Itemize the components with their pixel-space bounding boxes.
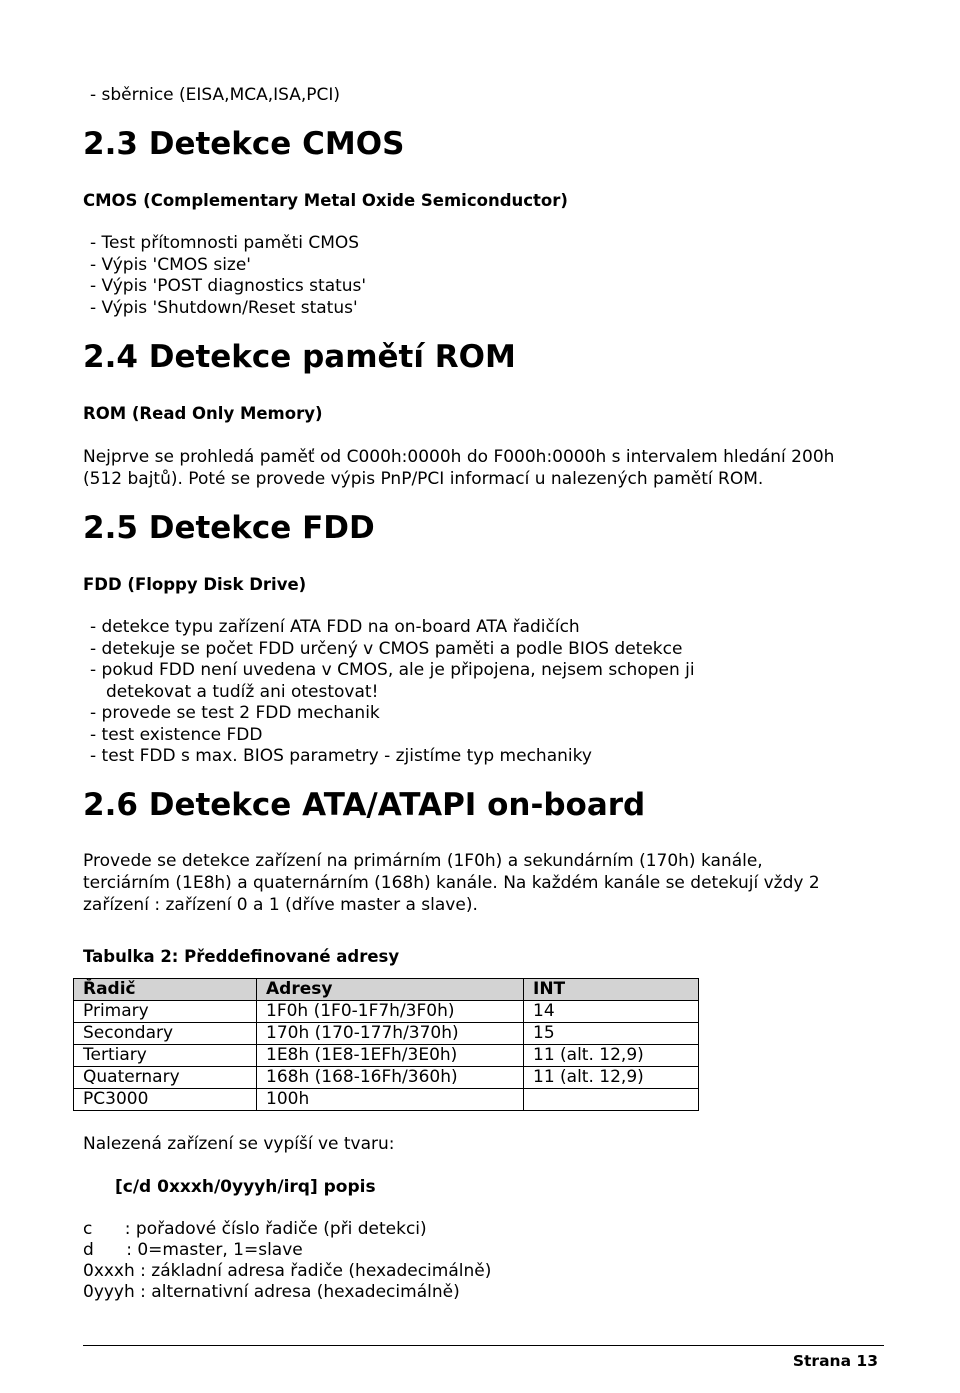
list-item: - detekce typu zařízení ATA FDD na on-board ATA řadičích [90, 617, 580, 637]
list-item: - Výpis 'Shutdown/Reset status' [90, 297, 358, 318]
table-row [74, 1001, 699, 1023]
table-row [74, 1023, 699, 1045]
format-string: [c/d 0xxxh/0yyyh/irq] popis [115, 1177, 376, 1197]
table-cell: 11 (alt. 12,9) [524, 1067, 699, 1089]
table-cell: Primary [74, 1001, 257, 1023]
table-cell: Tertiary [74, 1045, 257, 1067]
list-item: - Výpis 'CMOS size' [90, 254, 251, 275]
footer-rule [83, 1345, 884, 1346]
address-table [73, 978, 699, 1111]
table-cell: 11 (alt. 12,9) [524, 1045, 699, 1067]
heading-cmos: 2.3 Detekce CMOS [83, 126, 405, 162]
format-intro: Nalezená zařízení se vypíší ve tvaru: [83, 1134, 395, 1154]
list-item: - detekuje se počet FDD určený v CMOS paměti a podle BIOS detekce [90, 638, 683, 659]
table-row [74, 1067, 699, 1089]
list-item: - Výpis 'POST diagnostics status' [90, 276, 367, 296]
page-number: Strana 13 [792, 1352, 878, 1370]
table-cell: 15 [524, 1023, 699, 1045]
table-cell: Quaternary [74, 1067, 257, 1089]
table-caption: Tabulka 2: Předdefinované adresy [83, 947, 400, 966]
rom-paragraph-line-2: (512 bajtů). Poté se provede výpis PnP/PCI informací u nalezených pamětí ROM. [83, 469, 764, 489]
table-cell: Secondary [74, 1023, 257, 1045]
list-item-continuation: detekovat a tudíž ani otestovat! [106, 681, 379, 702]
format-legend [83, 1219, 491, 1303]
heading-fdd: 2.5 Detekce FDD [83, 510, 375, 546]
legend-item: d : 0=master, 1=slave [83, 1240, 303, 1260]
table-cell: 100h [257, 1089, 524, 1111]
fdd-list [90, 617, 695, 768]
column-header-controller: Řadič [74, 979, 257, 1001]
list-item: - test existence FDD [90, 724, 263, 745]
column-header-addresses: Adresy [257, 979, 524, 1001]
list-item: - Test přítomnosti paměti CMOS [90, 233, 360, 253]
table-row [74, 1089, 699, 1111]
table-header-row [74, 979, 699, 1001]
rom-paragraph-line-1: Nejprve se prohledá paměť od C000h:0000h do F000h:0000h s intervalem hledání 200h [83, 447, 835, 467]
legend-item: 0yyyh : alternativní adresa (hexadecimálně) [83, 1282, 460, 1302]
cmos-list [90, 233, 366, 319]
ata-paragraph-line-1: Provede se detekce zařízení na primárním (1F0h) a sekundárním (170h) kanále, [83, 851, 763, 871]
heading-ata: 2.6 Detekce ATA/ATAPI on-board [83, 787, 646, 823]
subheading-cmos: CMOS (Complementary Metal Oxide Semiconductor) [83, 191, 568, 210]
table-cell: 1F0h (1F0-1F7h/3F0h) [257, 1001, 524, 1023]
table-cell: 170h (170-177h/370h) [257, 1023, 524, 1045]
ata-paragraph-line-2: terciárním (1E8h) a quaternárním (168h) kanále. Na každém kanále se detekují vždy 2 [83, 873, 820, 893]
column-header-int: INT [524, 979, 699, 1001]
list-item: - test FDD s max. BIOS parametry - zjistíme typ mechaniky [90, 746, 592, 766]
table-cell: PC3000 [74, 1089, 257, 1111]
legend-item: 0xxxh : základní adresa řadiče (hexadecimálně) [83, 1261, 492, 1281]
ata-paragraph-line-3: zařízení : zařízení 0 a 1 (dříve master a slave). [83, 895, 478, 915]
heading-rom: 2.4 Detekce pamětí ROM [83, 339, 516, 375]
list-item: - provede se test 2 FDD mechanik [90, 703, 380, 723]
table-row [74, 1045, 699, 1067]
table-cell: 168h (168-16Fh/360h) [257, 1067, 524, 1089]
table-cell [524, 1089, 699, 1111]
list-item: - pokud FDD není uvedena v CMOS, ale je připojena, nejsem schopen ji [90, 660, 695, 680]
bus-list-item: - sběrnice (EISA,MCA,ISA,PCI) [90, 85, 341, 105]
table-cell: 1E8h (1E8-1EFh/3E0h) [257, 1045, 524, 1067]
table-cell: 14 [524, 1001, 699, 1023]
legend-item: c : pořadové číslo řadiče (při detekci) [83, 1219, 427, 1239]
subheading-fdd: FDD (Floppy Disk Drive) [83, 575, 307, 594]
subheading-rom: ROM (Read Only Memory) [83, 404, 323, 423]
